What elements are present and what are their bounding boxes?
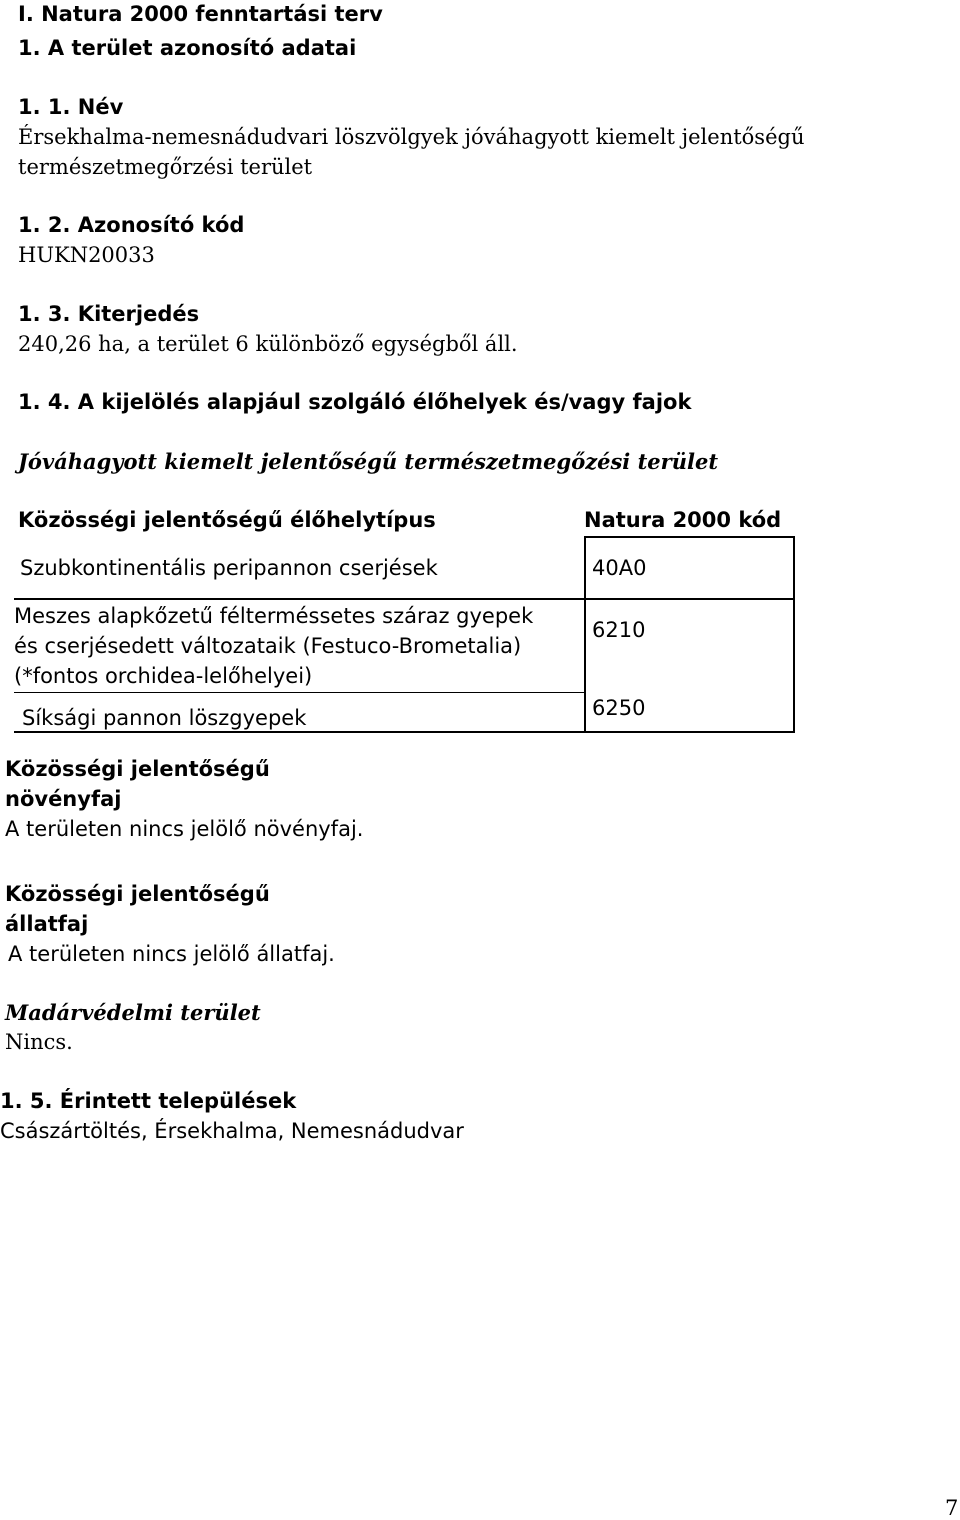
animal-heading-line-1: Közösségi jelentőségű [5, 882, 270, 906]
table-row-2-habitat-line-1: Meszes alapkőzetű félterméssetes száraz gyepek [14, 604, 534, 628]
page-number: 7 [945, 1496, 959, 1520]
name-line-2: természetmegőrzési terület [18, 155, 313, 179]
table-row-3-code: 6250 [592, 696, 646, 720]
plant-heading-line-1: Közösségi jelentőségű [5, 757, 270, 781]
plant-heading-line-2: növényfaj [5, 787, 122, 811]
animal-text: A területen nincs jelölő állatfaj. [8, 942, 335, 966]
table-header-habitat: Közösségi jelentőségű élőhelytípus [18, 508, 436, 532]
settlements-heading: 1. 5. Érintett települések [0, 1089, 297, 1113]
table-row-2-code: 6210 [592, 618, 646, 642]
code-heading: 1. 2. Azonosító kód [18, 213, 245, 237]
chapter-title: I. Natura 2000 fenntartási terv [18, 2, 383, 26]
table-row-2-habitat-line-3: (*fontos orchidea-lelőhelyei) [14, 664, 313, 688]
bird-area-heading: Madárvédelmi terület [5, 1000, 261, 1025]
designation-heading: 1. 4. A kijelölés alapjául szolgáló élőhelyek és/vagy fajok [18, 390, 692, 414]
table-row-1-habitat: Szubkontinentális peripannon cserjések [20, 556, 438, 580]
animal-heading-line-2: állatfaj [5, 912, 89, 936]
section-title: 1. A terület azonosító adatai [18, 36, 357, 60]
settlements-value: Császártöltés, Érsekhalma, Nemesnádudvar [0, 1119, 464, 1143]
code-value: HUKN20033 [18, 243, 155, 267]
extent-value: 240,26 ha, a terület 6 különböző egységből áll. [18, 332, 518, 356]
table-row-1-code: 40A0 [592, 556, 647, 580]
designation-subtitle: Jóváhagyott kiemelt jelentőségű természetmegőzési terület [18, 449, 719, 474]
name-heading: 1. 1. Név [18, 95, 124, 119]
plant-text: A területen nincs jelölő növényfaj. [5, 817, 364, 841]
name-line-1: Érsekhalma-nemesnádudvari löszvölgyek jóváhagyott kiemelt jelentőségű [18, 125, 805, 149]
table-row-3-habitat: Síksági pannon löszgyepek [22, 706, 307, 730]
table-row-2-habitat-line-2: és cserjésedett változataik (Festuco-Brometalia) [14, 634, 522, 658]
table-header-code: Natura 2000 kód [584, 508, 782, 532]
extent-heading: 1. 3. Kiterjedés [18, 302, 200, 326]
bird-area-text: Nincs. [5, 1030, 73, 1054]
